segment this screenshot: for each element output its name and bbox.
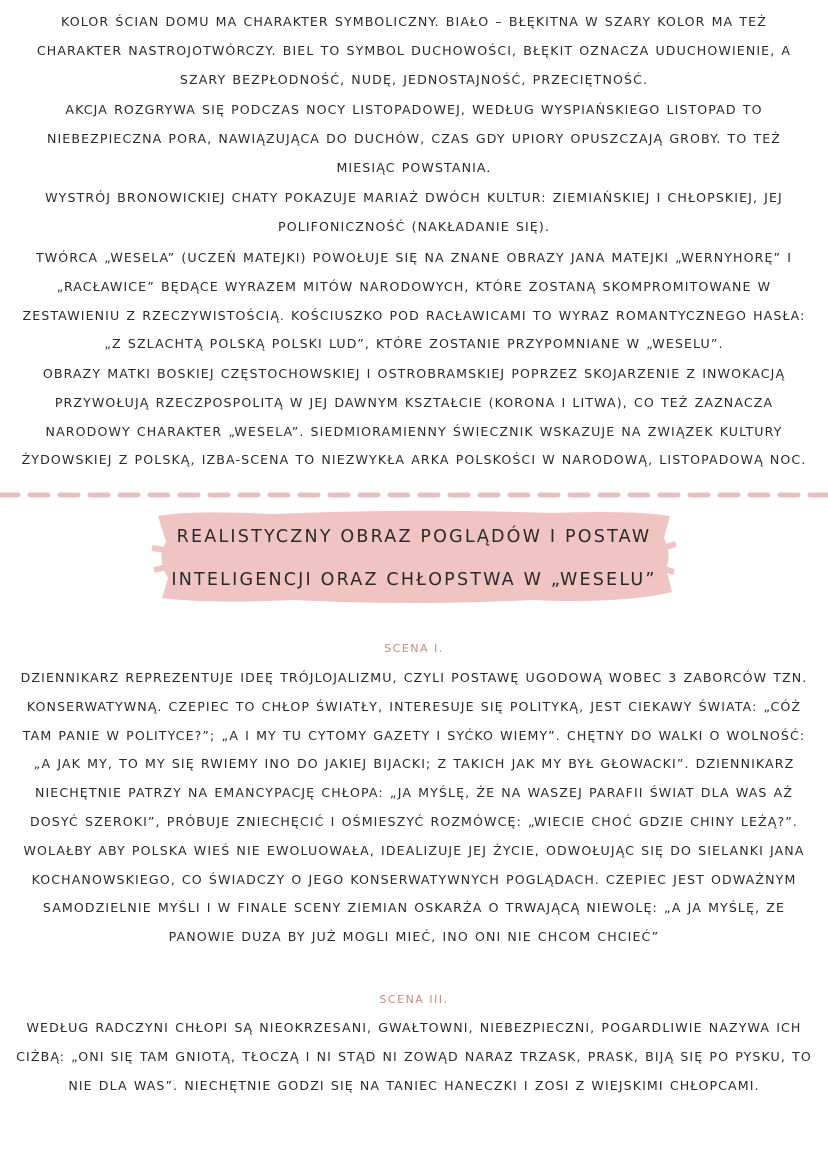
scene-heading-3: SCENA III. (379, 993, 449, 1006)
paragraph-scene-3: WEDŁUG RADCZYNI CHŁOPI SĄ NIEOKRZESANI, GWAŁTOWNI, NIEBEZPIECZNI, POGARDLIWIE NAZYWA ICH CIŻBĄ: „ONI SIĘ TAM GNIOTĄ, TŁOCZĄ I NI STĄD NI ZOWĄD NARAZ TRZASK, PRASK, BIJĄ SIĘ PO PYSKU, TO NIE DLA WAS”. NIECHĘTNIE GODZI SIĘ NA TANIEC HANECZKI I ZOSI Z WIEJSKIMI CHŁOPCAMI. (16, 1020, 812, 1093)
paragraph-scene-1: DZIENNIKARZ REPREZENTUJE IDEĘ TRÓJLOJALIZMU, CZYLI POSTAWĘ UGODOWĄ WOBEC 3 ZABORCÓW TZN. KONSERWATYWNĄ. CZEPIEC TO CHŁOP ŚWIATŁY, INTERESUJE SIĘ POLITYKĄ, JEST CIEKAWY ŚWIATA: „CÓŻ TAM PANIE W POLITYCE?”; „A I MY TU CYTOMY GAZETY I SYĆKO WIEMY”. CHĘTNY DO WALKI O WOLNOŚĆ: „A JAK MY, TO MY SIĘ RWIEMY INO DO JAKIEJ BIJACKI; Z TAKICH JAK MY BYŁ GŁOWACKI”. DZIENNIKARZ NIECHĘTNIE PATRZY NA EMANCYPACJĘ CHŁOPA: „JA MYŚLĘ, ŻE NA WASZEJ PARAFII ŚWIAT DLA WAS AŻ DOSYĆ SZEROKI”, PRÓBUJE ZNIECHĘCIĆ I OŚMIESZYĆ ROZMÓWCĘ: „WIECIE CHOĆ GDZIE CHINY LEŻĄ?”. WOLAŁBY ABY POLSKA WIEŚ NIE EWOLUOWAŁA, IDEALIZUJE JEJ ŻYCIE, ODWOŁUJĄC SIĘ DO SIELANKI JANA KOCHANOWSKIEGO, CO ŚWIADCZY O JEGO KONSERWATYWNYCH POGLĄDACH. CZEPIEC JEST ODWAŻNYM SAMODZIELNIE MYŚLI I W FINALE SCENY ZIEMIAN OSKARŻA O TRWAJĄCĄ NIEWOLĘ: „A JA MYŚLĘ, ZE PANOWIE DUZA BY JUŻ MOGLI MIEĆ, INO ONI NIE CHCOM CHCIEĆ” (20, 670, 808, 945)
paragraph-matejko-paintings: TWÓRCA „WESELA” (UCZEŃ MATEJKI) POWOŁUJE SIĘ NA ZNANE OBRAZY JANA MATEJKI „WERNYHORĘ” I „RACŁAWICE” BĘDĄCE WYRAZEM MITÓW NARODOWYCH, KTÓRE ZOSTANĄ SKOMPROMITOWANE W ZESTAWIENIU Z RZECZYWISTOŚCIĄ. KOŚCIUSZKO POD RACŁAWICAMI TO WYRAZ ROMANTYCZNEGO HASŁA: „Z SZLACHTĄ POLSKĄ POLSKI LUD”, KTÓRE ZOSTANIE PRZYPOMNIANE W „WESELU”. (22, 250, 806, 352)
paragraph-wall-colors: KOLOR ŚCIAN DOMU MA CHARAKTER SYMBOLICZNY. BIAŁO – BŁĘKITNA W SZARY KOLOR MA TEŻ CHARAKTER NASTROJOTWÓRCZY. BIEL TO SYMBOL DUCHOWOŚCI, BŁĘKIT OZNACZA UDUCHOWIENIE, A SZARY BEZPŁODNOŚĆ, NUDĘ, JEDNOSTAJNOŚĆ, PRZECIĘTNOŚĆ. (36, 14, 792, 87)
section-heading-line-1: REALISTYCZNY OBRAZ POGLĄDÓW I POSTAW (176, 527, 652, 547)
section-heading-line-2: INTELIGENCJI ORAZ CHŁOPSTWA W „WESELU” (171, 570, 657, 590)
dashed-divider (0, 488, 828, 502)
paragraph-madonna-paintings: OBRAZY MATKI BOSKIEJ CZĘSTOCHOWSKIEJ I OSTROBRAMSKIEJ POPRZEZ SKOJARZENIE Z INWOKACJĄ PRZYWOŁUJĄ RZECZPOSPOLITĄ W JEJ DAWNYM KSZTAŁCIE (KORONA I LITWA), CO TEŻ ZAZNACZA NARODOWY CHARAKTER „WESELA”. SIEDMIORAMIENNY ŚWIECZNIK WSKAZUJE NA ZWIĄZEK KULTURY ŻYDOWSKIEJ Z POLSKĄ, IZBA-SCENA TO NIEZWYKŁA ARKA POLSKOŚCI W NARODOWĄ, LISTOPADOWĄ NOC. (21, 366, 807, 468)
paragraph-interior: WYSTRÓJ BRONOWICKIEJ CHATY POKAZUJE MARIAŻ DWÓCH KULTUR: ZIEMIAŃSKIEJ I CHŁOPSKIEJ, JEJ POLIFONICZNOŚĆ (NAKŁADANIE SIĘ). (45, 190, 783, 234)
scene-heading-1: SCENA I. (384, 642, 444, 655)
paragraph-november-night: AKCJA ROZGRYWA SIĘ PODCZAS NOCY LISTOPADOWEJ, WEDŁUG WYSPIAŃSKIEGO LISTOPAD TO NIEBEZPIECZNA PORA, NAWIĄZUJĄCA DO DUCHÓW, CZAS GDY UPIORY OPUSZCZAJĄ GROBY. TO TEŻ MIESIĄC POWSTANIA. (46, 102, 782, 175)
heading-brush-banner (152, 508, 676, 608)
